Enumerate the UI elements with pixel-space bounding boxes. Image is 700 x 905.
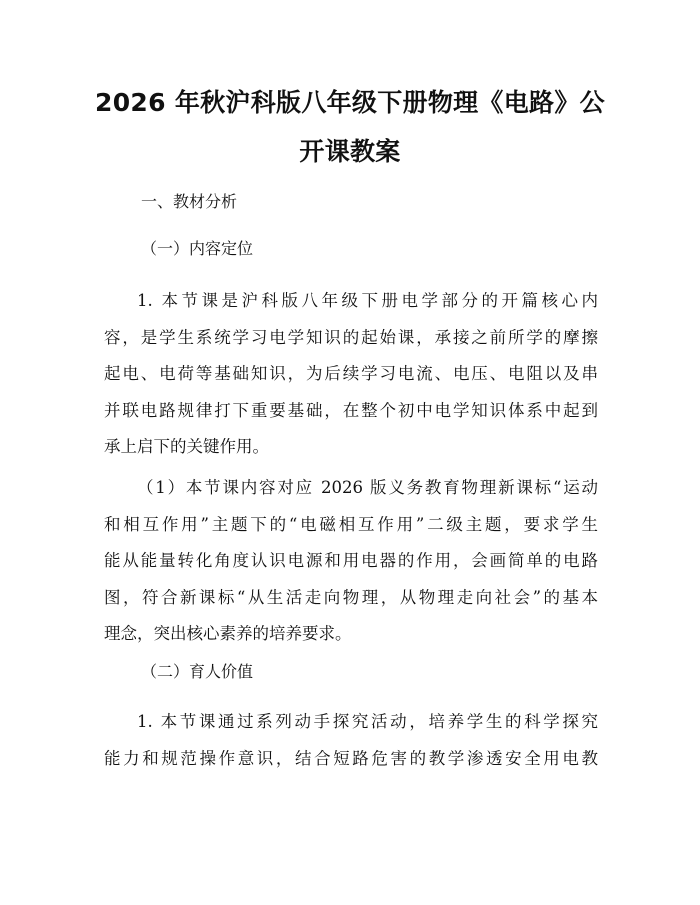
document-title-line-2: 开课教案: [299, 137, 401, 166]
paragraph-line: 起电、电荷等基础知识，为后续学习电流、电压、电阻以及串: [104, 364, 598, 383]
paragraph-line: 1. 本节课通过系列动手探究活动，培养学生的科学探究: [137, 712, 598, 731]
paragraph-line: 容，是学生系统学习电学知识的起始课，承接之前所学的摩擦: [104, 327, 598, 347]
paragraph-line: 理念，突出核心素养的培养要求。: [104, 624, 352, 643]
paragraph-line: 并联电路规律打下重要基础，在整个初中电学知识体系中起到: [104, 400, 598, 420]
paragraph-educational-value: [104, 704, 598, 777]
paragraph-line: 能从能量转化角度认识电源和用电器的作用，会画简单的电路: [104, 551, 598, 570]
paragraph-line: 承上启下的关键作用。: [104, 437, 269, 456]
paragraph-line: 1. 本节课是沪科版八年级下册电学部分的开篇核心内: [137, 291, 598, 310]
paragraph-line: 图，符合新课标“从生活走向物理，从物理走向社会”的基本: [104, 587, 598, 607]
paragraph-line: 和相互作用”主题下的“电磁相互作用”二级主题，要求学生: [104, 514, 598, 534]
paragraph-content-positioning: [104, 283, 598, 466]
paragraph-line: 能力和规范操作意识，结合短路危害的教学渗透安全用电教: [104, 748, 598, 768]
paragraph-line: （1）本节课内容对应 2026 版义务教育物理新课标“运动: [137, 478, 598, 497]
subsection-heading-educational-value: （二）育人价值: [141, 662, 254, 681]
paragraph-curriculum-standard: [104, 470, 598, 653]
document-title-line-1: 2026 年秋沪科版八年级下册物理《电路》公: [95, 88, 605, 117]
subsection-heading-content-positioning: （一）内容定位: [141, 239, 254, 258]
section-heading-textbook-analysis: 一、教材分析: [141, 192, 238, 211]
